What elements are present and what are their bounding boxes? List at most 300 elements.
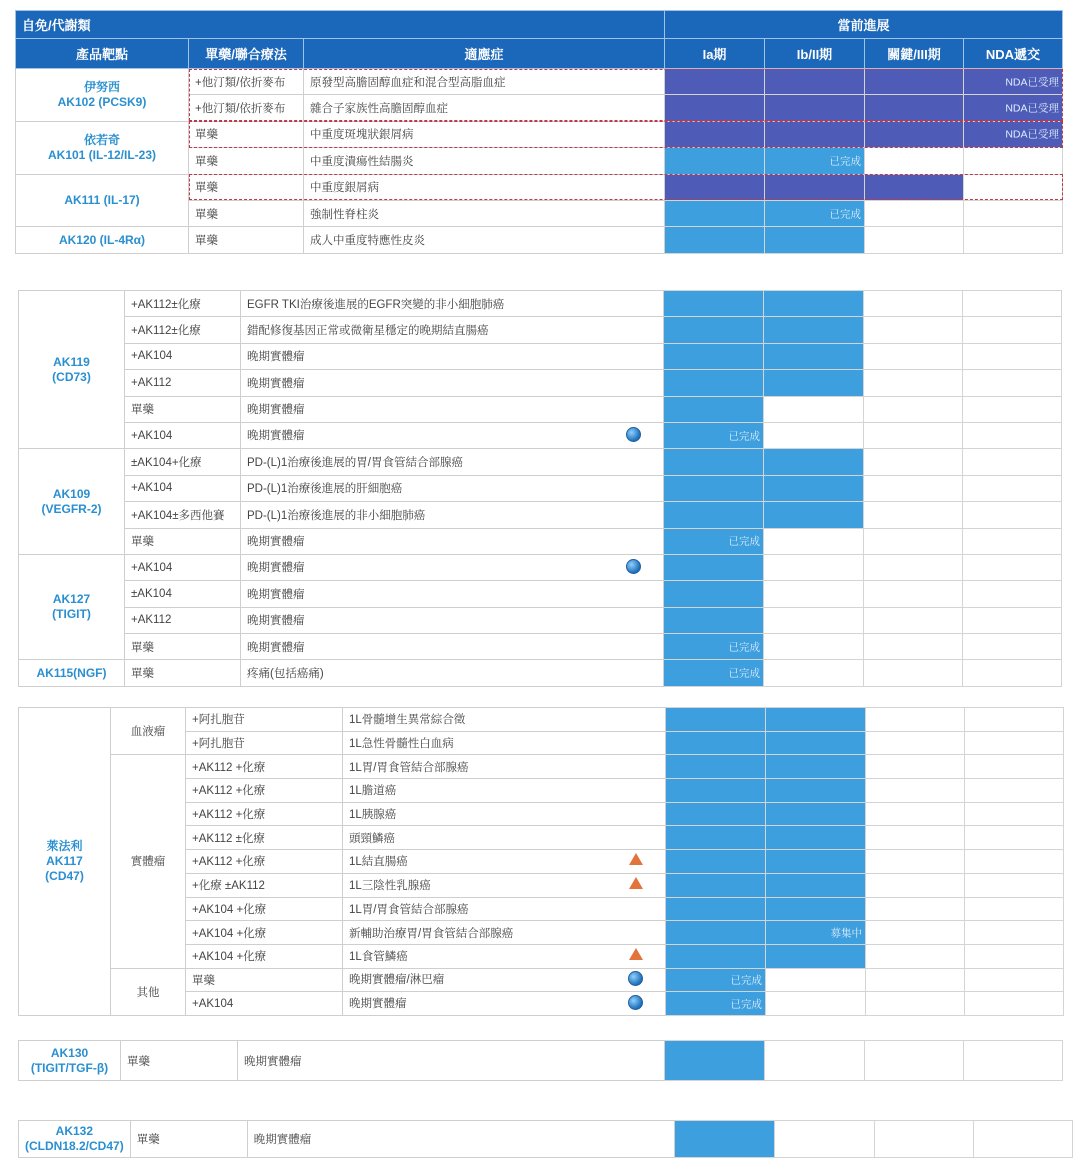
- phase-cell: [766, 992, 866, 1016]
- indication-text: EGFR TKI治療後進展的EGFR突變的非小細胞肺癌: [247, 298, 505, 311]
- phase-cell: [864, 343, 963, 369]
- phase-cell: [664, 317, 764, 343]
- indication-cell: [304, 121, 665, 147]
- indication-cell: [304, 227, 665, 253]
- progress-bar-segment: [766, 755, 865, 778]
- table-row: [16, 69, 1063, 95]
- therapy-cell: 單藥: [130, 1121, 247, 1158]
- phase-cell: [665, 148, 765, 174]
- progress-bar-segment: [764, 344, 863, 369]
- phase-cell: [764, 475, 864, 501]
- target-name-line: AK115(NGF): [36, 665, 107, 680]
- indication-text: PD-(L)1治療後進展的肝細胞癌: [247, 483, 403, 496]
- therapy-cell: 單藥: [125, 660, 241, 686]
- phase-cell: [866, 755, 965, 779]
- phase-cell: [666, 755, 766, 779]
- target-name-line: 依若奇: [83, 132, 120, 147]
- phase-cell: [864, 449, 963, 475]
- progress-bar-segment: [765, 227, 864, 252]
- progress-bar-segment: [765, 175, 864, 200]
- indication-text: PD-(L)1治療後進展的非小細胞肺癌: [247, 509, 426, 522]
- phase-cell: [964, 69, 1063, 95]
- phase-cell: [964, 95, 1063, 121]
- therapy-cell: +AK112: [125, 607, 241, 633]
- therapy-cell: +AK104 +化療: [186, 897, 343, 921]
- progress-bar-segment: [765, 95, 864, 120]
- phase-cell: [965, 779, 1064, 803]
- progress-bar-segment: [766, 850, 865, 873]
- phase-cell: [965, 826, 1064, 850]
- indication-text: 1L膽道癌: [349, 785, 397, 798]
- progress-bar-segment: [665, 201, 764, 226]
- phase-cell: [664, 291, 764, 317]
- phase-cell: [965, 850, 1064, 874]
- table-row: [19, 317, 1062, 343]
- phase-cell: [864, 317, 963, 343]
- phase-cell: [864, 554, 963, 580]
- phase-cell: [963, 317, 1062, 343]
- therapy-cell: +AK112: [125, 370, 241, 396]
- column-header: 產品靶點: [16, 39, 189, 69]
- indication-text: 原發型高膽固醇血症和混合型高脂血症: [310, 76, 506, 89]
- phase-cell: [973, 1121, 1072, 1158]
- phase-cell: [766, 873, 866, 897]
- target-name-line: 伊努西: [83, 79, 120, 94]
- indication-cell: [343, 921, 666, 945]
- phase-cell: [865, 227, 964, 253]
- indication-text: 晚期實體瘤: [247, 536, 305, 549]
- phase-cell: [666, 968, 766, 992]
- phase-cell: [764, 502, 864, 528]
- progress-bar-segment: [664, 476, 763, 501]
- phase-cell: [874, 1121, 973, 1158]
- triangle-icon: [629, 853, 643, 868]
- table-row: [19, 291, 1062, 317]
- progress-bar-segment: [766, 803, 865, 826]
- progress-bar-segment: [764, 476, 863, 501]
- product-target: [19, 554, 125, 660]
- indication-text: 晚期實體瘤: [247, 588, 305, 601]
- therapy-cell: +化療 ±AK112: [186, 873, 343, 897]
- phase-cell: [664, 554, 764, 580]
- therapy-cell: 單藥: [189, 200, 304, 226]
- indication-cell: [343, 968, 666, 992]
- indication-text: 晚期實體瘤: [349, 997, 407, 1010]
- phase-cell: [765, 227, 865, 253]
- phase-cell: [965, 897, 1064, 921]
- target-name-line: (CD73): [52, 369, 91, 384]
- indication-text: 疼痛(包括癌痛): [247, 668, 324, 681]
- progress-bar-segment: [665, 69, 764, 94]
- indication-cell: [304, 200, 665, 226]
- progress-bar-segment: [765, 122, 864, 147]
- target-name-line: AK101 (IL-12/IL-23): [47, 147, 157, 162]
- phase-cell: [866, 779, 965, 803]
- progress-bar-segment: [865, 95, 963, 120]
- therapy-cell: +AK104: [125, 554, 241, 580]
- phase-cell: [963, 370, 1062, 396]
- phase-cell: [864, 660, 963, 686]
- indication-text: 1L急性骨髓性白血病: [349, 738, 454, 751]
- progress-bar-segment: [666, 803, 765, 826]
- therapy-cell: +AK112±化療: [125, 317, 241, 343]
- phase-cell: [664, 370, 764, 396]
- status-label: NDA已受理: [1005, 128, 1059, 141]
- column-header: 單藥/聯合療法: [189, 39, 304, 69]
- status-label: 已完成: [728, 641, 760, 654]
- progress-bar-segment: [664, 344, 763, 369]
- phase-cell: [664, 634, 764, 660]
- phase-cell: [765, 121, 865, 147]
- phase-cell: [865, 174, 964, 200]
- progress-bar-segment: [664, 449, 763, 474]
- therapy-cell: +阿扎胞苷: [186, 708, 343, 732]
- phase-cell: [866, 944, 965, 968]
- table-row: [19, 634, 1062, 660]
- phase-cell: [866, 826, 965, 850]
- phase-cell: [666, 873, 766, 897]
- progress-bar-segment: [766, 898, 865, 921]
- phase-cell: [963, 502, 1062, 528]
- phase-cell: [766, 755, 866, 779]
- phase-cell: [864, 607, 963, 633]
- phase-cell: [864, 634, 963, 660]
- phase-cell: [864, 581, 963, 607]
- phase-cell: [964, 174, 1063, 200]
- phase-cell: [963, 607, 1062, 633]
- phase-cell: [664, 343, 764, 369]
- phase-cell: [866, 850, 965, 874]
- phase-cell: [666, 944, 766, 968]
- phase-cell: [774, 1121, 874, 1158]
- indication-cell: [343, 992, 666, 1016]
- indication-cell: [241, 343, 664, 369]
- therapy-cell: 單藥: [125, 528, 241, 554]
- phase-cell: [963, 343, 1062, 369]
- section-0: [15, 10, 1063, 254]
- target-name-line: AK111 (IL-17): [64, 192, 140, 207]
- phase-cell: [765, 148, 865, 174]
- therapy-cell: 單藥: [125, 634, 241, 660]
- indication-text: 晚期實體瘤: [247, 429, 305, 442]
- pipeline-table: [18, 1120, 1073, 1158]
- progress-bar-segment: [865, 175, 963, 200]
- indication-text: 晚期實體瘤: [247, 615, 305, 628]
- indication-cell: [304, 69, 665, 95]
- globe-icon: [626, 559, 641, 577]
- target-name-line: AK119: [53, 354, 90, 369]
- status-label: 已完成: [728, 535, 760, 548]
- phase-cell: [963, 581, 1062, 607]
- indication-text: 雜合子家族性高膽固醇血症: [310, 103, 448, 116]
- phase-cell: [963, 396, 1062, 422]
- product-target: [16, 174, 189, 227]
- indication-text: 1L胰腺癌: [349, 809, 397, 822]
- phase-cell: [766, 826, 866, 850]
- indication-cell: [241, 554, 664, 580]
- pipeline-table: [18, 290, 1062, 687]
- therapy-cell: 單藥: [189, 121, 304, 147]
- phase-cell: [764, 422, 864, 448]
- progress-bar-segment: [865, 122, 963, 147]
- progress-bar-segment: [666, 874, 765, 897]
- phase-cell: [766, 944, 866, 968]
- table-row: [16, 227, 1063, 253]
- phase-cell: [766, 802, 866, 826]
- indication-cell: [343, 802, 666, 826]
- indication-cell: [241, 502, 664, 528]
- therapy-cell: +AK104 +化療: [186, 921, 343, 945]
- table-row: [16, 121, 1063, 147]
- indication-text: 成人中重度特應性皮炎: [310, 235, 425, 248]
- indication-cell: [241, 396, 664, 422]
- indication-text: 新輔助治療胃/胃食管結合部腺癌: [349, 927, 514, 940]
- pipeline-table: [15, 10, 1063, 254]
- phase-cell: [865, 69, 964, 95]
- progress-bar-segment: [766, 732, 865, 755]
- indication-text: 1L食管鱗癌: [349, 951, 408, 964]
- phase-cell: [664, 422, 764, 448]
- indication-text: 晚期實體瘤: [253, 1134, 312, 1146]
- phase-cell: [764, 449, 864, 475]
- progress-bar-segment: [764, 317, 863, 342]
- product-target: [19, 1041, 121, 1081]
- phase-cell: [866, 921, 965, 945]
- phase-cell: [764, 396, 864, 422]
- product-target: [19, 708, 111, 1016]
- table-row: [19, 581, 1062, 607]
- phase-cell: [865, 1041, 964, 1081]
- globe-icon: [628, 995, 643, 1013]
- phase-cell: [665, 1041, 765, 1081]
- phase-cell: [664, 502, 764, 528]
- phase-cell: [965, 731, 1064, 755]
- triangle-icon: [629, 877, 643, 892]
- target-name-line: AK130: [50, 1045, 89, 1060]
- progress-bar-segment: [664, 581, 763, 606]
- indication-cell: [241, 370, 664, 396]
- indication-cell: [241, 660, 664, 686]
- indication-text: 1L結直腸癌: [349, 856, 408, 869]
- indication-cell: [241, 475, 664, 501]
- therapy-cell: +AK112 +化療: [186, 779, 343, 803]
- phase-cell: [965, 755, 1064, 779]
- phase-cell: [666, 802, 766, 826]
- therapy-cell: +AK112 ±化療: [186, 826, 343, 850]
- status-label: NDA已受理: [1005, 102, 1059, 115]
- phase-cell: [765, 1041, 865, 1081]
- therapy-cell: +AK104±多西他賽: [125, 502, 241, 528]
- phase-cell: [765, 174, 865, 200]
- indication-text: 1L胃/胃食管結合部腺癌: [349, 761, 469, 774]
- indication-cell: [343, 826, 666, 850]
- indication-cell: [304, 174, 665, 200]
- phase-cell: [674, 1121, 774, 1158]
- phase-cell: [665, 200, 765, 226]
- phase-cell: [765, 200, 865, 226]
- table-row: [19, 396, 1062, 422]
- product-target: [16, 69, 189, 122]
- progress-bar-segment: [666, 755, 765, 778]
- indication-text: 晚期實體瘤: [247, 404, 305, 417]
- phase-cell: [964, 200, 1063, 226]
- indication-text: 晚期實體瘤: [247, 641, 305, 654]
- phase-cell: [865, 95, 964, 121]
- table-row: [19, 1121, 1073, 1158]
- pipeline-table: [18, 1040, 1063, 1081]
- phase-cell: [965, 992, 1064, 1016]
- phase-cell: [965, 921, 1064, 945]
- therapy-cell: +AK104: [186, 992, 343, 1016]
- indication-text: 中重度斑塊狀銀屑病: [310, 129, 414, 142]
- therapy-cell: +他汀類/依折麥布: [189, 69, 304, 95]
- indication-text: 中重度銀屑病: [310, 182, 379, 195]
- indication-cell: [241, 317, 664, 343]
- table-row: [19, 502, 1062, 528]
- table-row: [19, 660, 1062, 686]
- therapy-cell: +AK104: [125, 343, 241, 369]
- indication-text: PD-(L)1治療後進展的胃/胃食管結合部腺癌: [247, 457, 463, 470]
- therapy-cell: +AK104: [125, 422, 241, 448]
- phase-cell: [866, 992, 965, 1016]
- phase-cell: [666, 850, 766, 874]
- phase-cell: [766, 779, 866, 803]
- progress-bar-segment: [765, 69, 864, 94]
- phase-cell: [664, 396, 764, 422]
- product-target: [16, 227, 189, 253]
- phase-cell: [963, 660, 1062, 686]
- indication-text: 中重度潰瘍性結腸炎: [310, 155, 414, 168]
- progress-bar-segment: [764, 291, 863, 316]
- phase-cell: [866, 731, 965, 755]
- therapy-cell: 單藥: [121, 1041, 238, 1081]
- phase-cell: [965, 802, 1064, 826]
- indication-text: 頭頸鱗癌: [349, 832, 395, 845]
- phase-cell: [664, 449, 764, 475]
- phase-cell: [666, 708, 766, 732]
- phase-cell: [965, 944, 1064, 968]
- progress-bar-segment: [664, 370, 763, 395]
- therapy-cell: 單藥: [189, 148, 304, 174]
- table-row: [19, 968, 1064, 992]
- progress-bar-segment: [675, 1121, 774, 1157]
- phase-cell: [666, 731, 766, 755]
- indication-text: 晚期實體瘤/淋巴瘤: [349, 973, 445, 986]
- phase-cell: [665, 95, 765, 121]
- indication-cell: [238, 1041, 665, 1081]
- therapy-cell: ±AK104+化療: [125, 449, 241, 475]
- target-name-line: (CLDN18.2/CD47): [25, 1139, 124, 1153]
- phase-cell: [965, 708, 1064, 732]
- target-name-line: AK127: [52, 592, 91, 607]
- phase-cell: [666, 921, 766, 945]
- phase-cell: [766, 921, 866, 945]
- progress-bar-segment: [664, 317, 763, 342]
- indication-cell: [343, 731, 666, 755]
- status-label: 已完成: [829, 155, 861, 168]
- status-label: NDA已受理: [1005, 76, 1059, 89]
- phase-cell: [766, 850, 866, 874]
- phase-cell: [766, 708, 866, 732]
- target-name-line: (VEGFR-2): [41, 501, 102, 516]
- globe-icon: [626, 427, 641, 445]
- progress-bar-segment: [664, 608, 763, 633]
- indication-cell: [343, 708, 666, 732]
- category-header: 自免/代謝類: [16, 11, 665, 39]
- indication-cell: [343, 873, 666, 897]
- phase-cell: [665, 121, 765, 147]
- indication-cell: [241, 528, 664, 554]
- progress-bar-segment: [666, 945, 765, 968]
- table-row: [19, 554, 1062, 580]
- indication-text: 晚期實體瘤: [247, 377, 305, 390]
- target-name-line: 萊法利: [46, 838, 83, 853]
- status-label: 已完成: [730, 998, 762, 1011]
- phase-cell: [864, 475, 963, 501]
- phase-cell: [963, 422, 1062, 448]
- target-name-line: (CD47): [45, 868, 84, 883]
- product-target: [19, 1121, 131, 1158]
- progress-bar-segment: [666, 826, 765, 849]
- product-target: [19, 660, 125, 686]
- progress-bar-segment: [766, 708, 865, 731]
- phase-cell: [764, 317, 864, 343]
- product-target: [19, 449, 125, 555]
- phase-cell: [764, 370, 864, 396]
- indication-text: 強制性脊柱炎: [310, 208, 379, 221]
- phase-cell: [665, 227, 765, 253]
- therapy-cell: 單藥: [125, 396, 241, 422]
- progress-bar-segment: [665, 148, 764, 173]
- progress-header: 當前進展: [665, 11, 1063, 39]
- progress-bar-segment: [664, 502, 763, 527]
- phase-cell: [866, 802, 965, 826]
- phase-cell: [764, 607, 864, 633]
- progress-bar-segment: [764, 370, 863, 395]
- column-header: 適應症: [304, 39, 665, 69]
- progress-bar-segment: [666, 921, 765, 944]
- status-label: 已完成: [730, 974, 762, 987]
- therapy-cell: +AK104 +化療: [186, 944, 343, 968]
- product-target: [19, 291, 125, 449]
- phase-header: Ia期: [665, 39, 765, 69]
- indication-cell: [241, 634, 664, 660]
- phase-cell: [666, 992, 766, 1016]
- phase-cell: [864, 502, 963, 528]
- phase-cell: [864, 528, 963, 554]
- indication-cell: [241, 449, 664, 475]
- therapy-cell: 單藥: [189, 174, 304, 200]
- progress-bar-segment: [665, 122, 764, 147]
- progress-bar-segment: [665, 95, 764, 120]
- phase-cell: [666, 826, 766, 850]
- progress-bar-segment: [665, 227, 764, 252]
- phase-cell: [766, 968, 866, 992]
- therapy-cell: 單藥: [189, 227, 304, 253]
- section-3: [18, 1040, 1063, 1081]
- progress-bar-segment: [666, 732, 765, 755]
- indication-cell: [241, 581, 664, 607]
- progress-bar-segment: [665, 175, 764, 200]
- indication-cell: [304, 148, 665, 174]
- indication-cell: [343, 779, 666, 803]
- table-row: [19, 475, 1062, 501]
- pipeline-table: [18, 707, 1064, 1016]
- phase-cell: [764, 554, 864, 580]
- phase-cell: [963, 528, 1062, 554]
- section-2: [18, 707, 1064, 1016]
- target-name-line: AK120 (IL-4Rα): [58, 232, 146, 247]
